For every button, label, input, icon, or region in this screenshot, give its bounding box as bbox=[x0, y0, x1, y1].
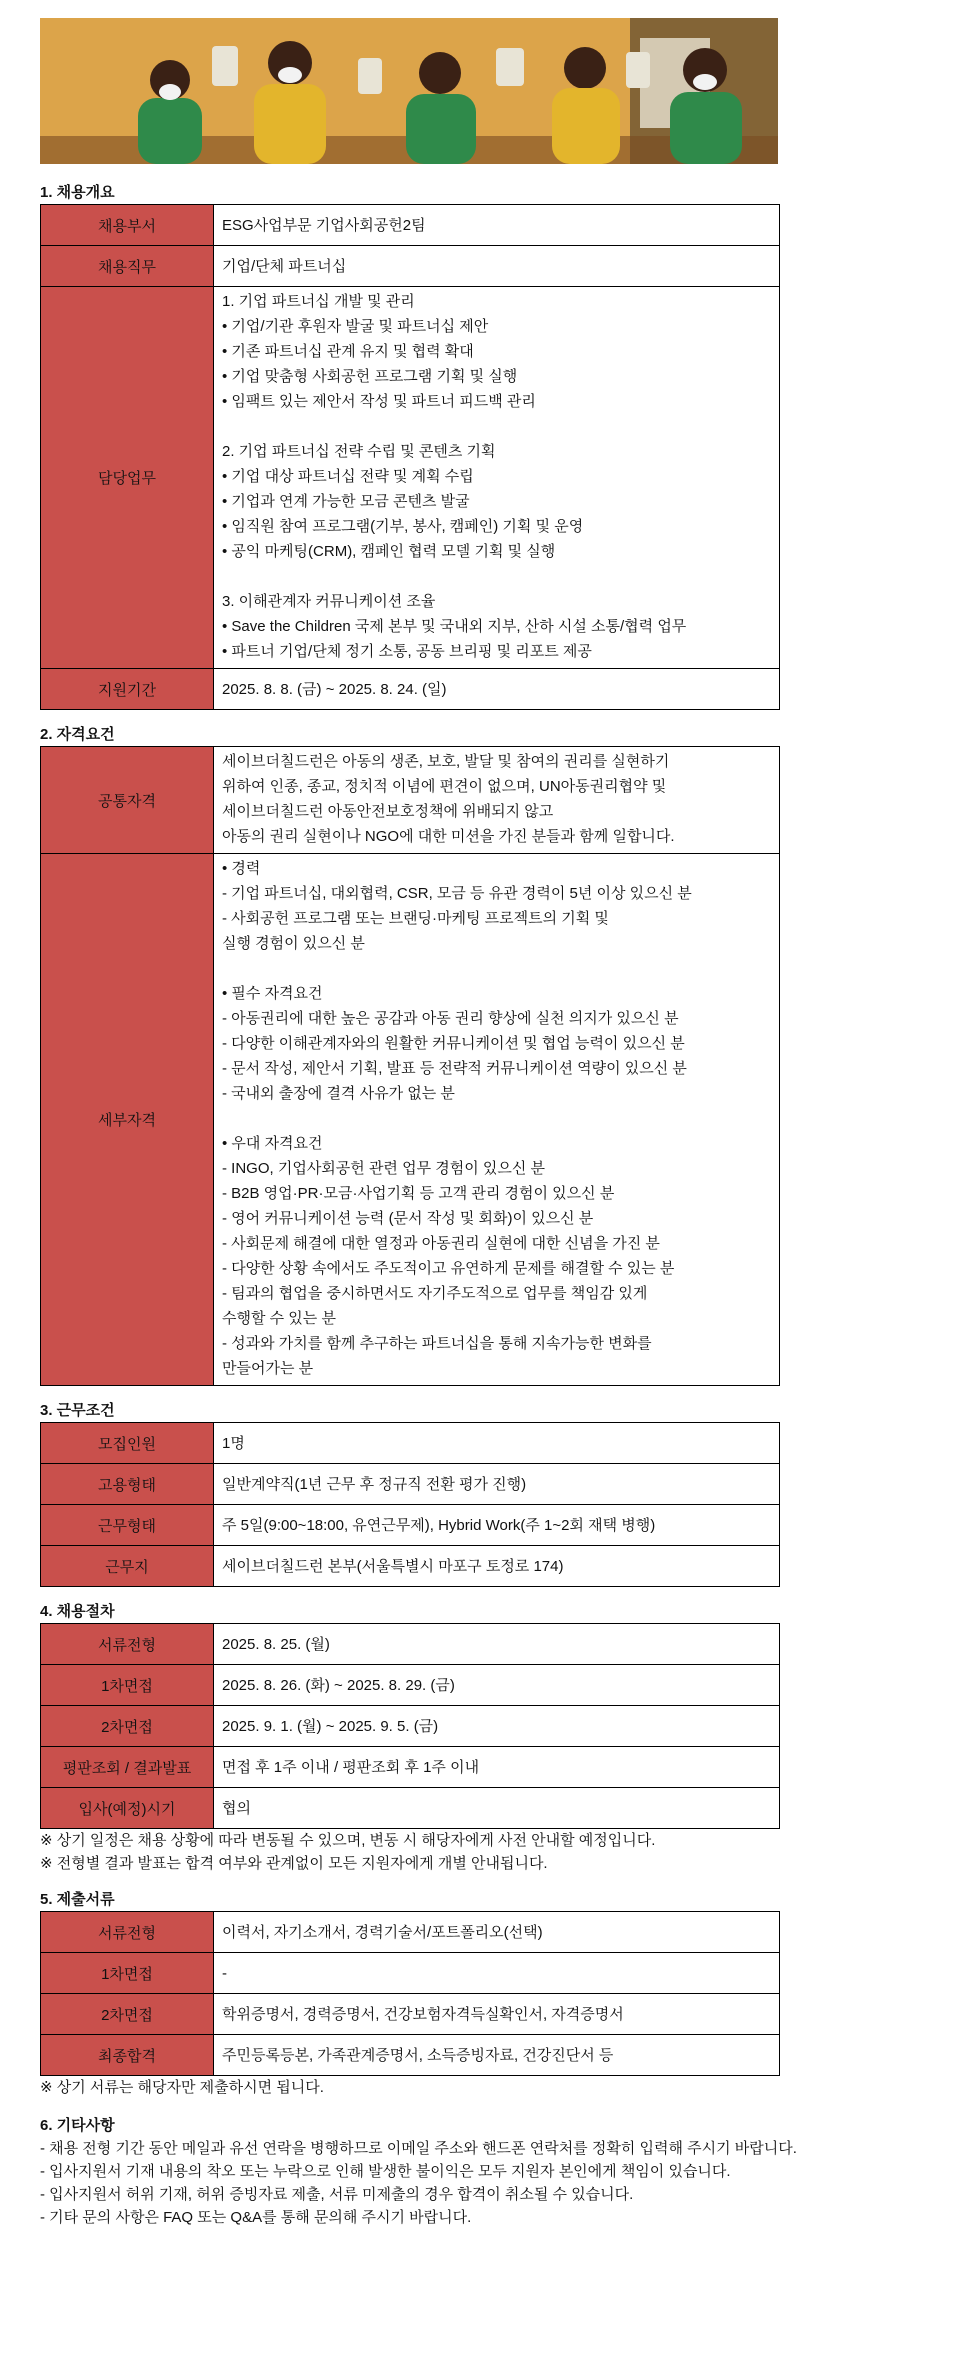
overview-table bbox=[40, 204, 780, 710]
row-label: 1차면접 bbox=[41, 1665, 214, 1706]
row-label: 서류전형 bbox=[41, 1912, 214, 1953]
list-item: 2. 기업 파트너십 전략 수립 및 콘텐츠 기획 bbox=[222, 443, 496, 460]
list-item: - 다양한 이해관계자와의 원활한 커뮤니케이션 및 협업 능력이 있으신 분 bbox=[222, 1035, 685, 1052]
list-item: 3. 이해관계자 커뮤니케이션 조율 bbox=[222, 593, 436, 610]
list-item: 만들어가는 분 bbox=[222, 1360, 314, 1377]
table-row bbox=[41, 1423, 780, 1464]
children-illustration bbox=[40, 18, 778, 164]
row-value: 학위증명서, 경력증명서, 건강보험자격득실확인서, 자격증명서 bbox=[214, 1994, 780, 2035]
common-qualifications bbox=[214, 747, 780, 854]
work-conditions-table bbox=[40, 1422, 780, 1587]
row-label: 지원기간 bbox=[41, 669, 214, 710]
list-item: - 국내외 출장에 결격 사유가 없는 분 bbox=[222, 1085, 455, 1102]
list-item: • 기업 대상 파트너십 전략 및 계획 수립 bbox=[222, 468, 474, 485]
duties-list bbox=[214, 287, 780, 669]
table-row bbox=[41, 854, 780, 1386]
row-label: 고용형태 bbox=[41, 1464, 214, 1505]
row-value: 2025. 8. 26. (화) ~ 2025. 8. 29. (금) bbox=[214, 1665, 780, 1706]
section-title-overview: 1. 채용개요 bbox=[40, 184, 115, 201]
list-item: 세이브더칠드런 아동안전보호정책에 위배되지 않고 bbox=[222, 803, 554, 820]
row-value: 2025. 8. 8. (금) ~ 2025. 8. 24. (일) bbox=[214, 669, 780, 710]
list-item: • 기업과 연계 가능한 모금 콘텐츠 발굴 bbox=[222, 493, 470, 510]
section-title-documents: 5. 제출서류 bbox=[40, 1891, 115, 1908]
table-row bbox=[41, 1788, 780, 1829]
list-item: 수행할 수 있는 분 bbox=[222, 1310, 336, 1327]
documents-note: ※ 상기 서류는 해당자만 제출하시면 됩니다. bbox=[40, 2079, 324, 2096]
table-row bbox=[41, 1464, 780, 1505]
table-row bbox=[41, 1505, 780, 1546]
table-row bbox=[41, 287, 780, 669]
job-posting bbox=[40, 18, 797, 2229]
list-item: 아동의 권리 실현이나 NGO에 대한 미션을 가진 분들과 함께 일합니다. bbox=[222, 828, 675, 845]
list-item: • 기업/기관 후원자 발굴 및 파트너십 제안 bbox=[222, 318, 489, 335]
list-item: - 사회공헌 프로그램 또는 브랜딩·마케팅 프로젝트의 기획 및 bbox=[222, 910, 609, 927]
list-item: 세이브더칠드런은 아동의 생존, 보호, 발달 및 참여의 권리를 실현하기 bbox=[222, 753, 670, 770]
list-item: • 우대 자격요건 bbox=[222, 1135, 323, 1152]
row-label: 2차면접 bbox=[41, 1706, 214, 1747]
list-item: - B2B 영업·PR·모금·사업기획 등 고객 관리 경험이 있으신 분 bbox=[222, 1185, 615, 1202]
table-row bbox=[41, 1747, 780, 1788]
list-item: - 다양한 상황 속에서도 주도적이고 유연하게 문제를 해결할 수 있는 분 bbox=[222, 1260, 675, 1277]
list-item: 1. 기업 파트너십 개발 및 관리 bbox=[222, 293, 415, 310]
list-item: • 임팩트 있는 제안서 작성 및 파트너 피드백 관리 bbox=[222, 393, 536, 410]
list-item: • 기업 맞춤형 사회공헌 프로그램 기획 및 실행 bbox=[222, 368, 518, 385]
process-table bbox=[40, 1623, 780, 1829]
row-value: 2025. 9. 1. (월) ~ 2025. 9. 5. (금) bbox=[214, 1706, 780, 1747]
row-label: 근무형태 bbox=[41, 1505, 214, 1546]
row-label: 1차면접 bbox=[41, 1953, 214, 1994]
row-label: 공통자격 bbox=[41, 747, 214, 854]
row-value: ESG사업부문 기업사회공헌2팀 bbox=[214, 205, 780, 246]
table-row bbox=[41, 1953, 780, 1994]
banner-photo bbox=[40, 18, 778, 164]
row-value: 세이브더칠드런 본부(서울특별시 마포구 토정로 174) bbox=[214, 1546, 780, 1587]
list-item: - 팀과의 협업을 중시하면서도 자기주도적으로 업무를 책임감 있게 bbox=[222, 1285, 648, 1302]
row-value: 협의 bbox=[214, 1788, 780, 1829]
qualifications-table bbox=[40, 746, 780, 1386]
etc-note: - 입사지원서 허위 기재, 허위 증빙자료 제출, 서류 미제출의 경우 합격이 취소될 수 있습니다. bbox=[40, 2186, 634, 2203]
table-row bbox=[41, 747, 780, 854]
list-item: - INGO, 기업사회공헌 관련 업무 경험이 있으신 분 bbox=[222, 1160, 546, 1177]
detail-qualifications bbox=[214, 854, 780, 1386]
row-label: 채용직무 bbox=[41, 246, 214, 287]
row-value: 일반계약직(1년 근무 후 정규직 전환 평가 진행) bbox=[214, 1464, 780, 1505]
list-item: - 성과와 가치를 함께 추구하는 파트너십을 통해 지속가능한 변화를 bbox=[222, 1335, 652, 1352]
row-label: 평판조회 / 결과발표 bbox=[41, 1747, 214, 1788]
list-item: • 공익 마케팅(CRM), 캠페인 협력 모델 기획 및 실행 bbox=[222, 543, 556, 560]
row-label: 채용부서 bbox=[41, 205, 214, 246]
table-row bbox=[41, 669, 780, 710]
row-value: 1명 bbox=[214, 1423, 780, 1464]
list-item: • Save the Children 국제 본부 및 국내외 지부, 산하 시설 소통/협력 업무 bbox=[222, 618, 687, 635]
etc-note: - 채용 전형 기간 동안 메일과 유선 연락을 병행하므로 이메일 주소와 핸드폰 연락처를 정확히 입력해 주시기 바랍니다. bbox=[40, 2140, 797, 2157]
documents-table bbox=[40, 1911, 780, 2076]
row-label: 입사(예정)시기 bbox=[41, 1788, 214, 1829]
section-title-process: 4. 채용절차 bbox=[40, 1603, 115, 1620]
row-label: 담당업무 bbox=[41, 287, 214, 669]
row-value: 이력서, 자기소개서, 경력기술서/포트폴리오(선택) bbox=[214, 1912, 780, 1953]
list-item: - 기업 파트너십, 대외협력, CSR, 모금 등 유관 경력이 5년 이상 있으신 분 bbox=[222, 885, 692, 902]
list-item: • 임직원 참여 프로그램(기부, 봉사, 캠페인) 기획 및 운영 bbox=[222, 518, 584, 535]
table-row bbox=[41, 1546, 780, 1587]
table-row bbox=[41, 2035, 780, 2076]
process-note: ※ 상기 일정은 채용 상황에 따라 변동될 수 있으며, 변동 시 해당자에게 사전 안내할 예정입니다. bbox=[40, 1832, 656, 1849]
list-item: - 문서 작성, 제안서 기획, 발표 등 전략적 커뮤니케이션 역량이 있으신 분 bbox=[222, 1060, 687, 1077]
table-row bbox=[41, 1994, 780, 2035]
row-value: 2025. 8. 25. (월) bbox=[214, 1624, 780, 1665]
section-title-work-conditions: 3. 근무조건 bbox=[40, 1402, 115, 1419]
section-title-etc: 6. 기타사항 bbox=[40, 2117, 115, 2134]
list-item: - 사회문제 해결에 대한 열정과 아동권리 실현에 대한 신념을 가진 분 bbox=[222, 1235, 660, 1252]
row-value: 주 5일(9:00~18:00, 유연근무제), Hybrid Work(주 1~2회 재택 병행) bbox=[214, 1505, 780, 1546]
list-item: - 아동권리에 대한 높은 공감과 아동 권리 향상에 실천 의지가 있으신 분 bbox=[222, 1010, 679, 1027]
list-item: - 영어 커뮤니케이션 능력 (문서 작성 및 회화)이 있으신 분 bbox=[222, 1210, 594, 1227]
row-label: 2차면접 bbox=[41, 1994, 214, 2035]
row-value: - bbox=[214, 1953, 780, 1994]
row-label: 최종합격 bbox=[41, 2035, 214, 2076]
list-item: • 필수 자격요건 bbox=[222, 985, 323, 1002]
table-row bbox=[41, 1912, 780, 1953]
table-row bbox=[41, 205, 780, 246]
row-value: 기업/단체 파트너십 bbox=[214, 246, 780, 287]
table-row bbox=[41, 246, 780, 287]
list-item: 실행 경험이 있으신 분 bbox=[222, 935, 365, 952]
list-item: • 기존 파트너십 관계 유지 및 협력 확대 bbox=[222, 343, 474, 360]
row-label: 서류전형 bbox=[41, 1624, 214, 1665]
table-row bbox=[41, 1624, 780, 1665]
row-label: 근무지 bbox=[41, 1546, 214, 1587]
row-label: 세부자격 bbox=[41, 854, 214, 1386]
section-title-qualifications: 2. 자격요건 bbox=[40, 726, 115, 743]
table-row bbox=[41, 1665, 780, 1706]
row-value: 면접 후 1주 이내 / 평판조회 후 1주 이내 bbox=[214, 1747, 780, 1788]
etc-note: - 기타 문의 사항은 FAQ 또는 Q&A를 통해 문의해 주시기 바랍니다. bbox=[40, 2209, 472, 2226]
process-note: ※ 전형별 결과 발표는 합격 여부와 관계없이 모든 지원자에게 개별 안내됩니다. bbox=[40, 1855, 548, 1872]
list-item: • 파트너 기업/단체 정기 소통, 공동 브리핑 및 리포트 제공 bbox=[222, 643, 592, 660]
list-item: 위하여 인종, 종교, 정치적 이념에 편견이 없으며, UN아동권리협약 및 bbox=[222, 778, 667, 795]
row-label: 모집인원 bbox=[41, 1423, 214, 1464]
table-row bbox=[41, 1706, 780, 1747]
list-item: • 경력 bbox=[222, 860, 261, 877]
row-value: 주민등록등본, 가족관계증명서, 소득증빙자료, 건강진단서 등 bbox=[214, 2035, 780, 2076]
etc-note: - 입사지원서 기재 내용의 착오 또는 누락으로 인해 발생한 불이익은 모두 지원자 본인에게 책임이 있습니다. bbox=[40, 2163, 731, 2180]
